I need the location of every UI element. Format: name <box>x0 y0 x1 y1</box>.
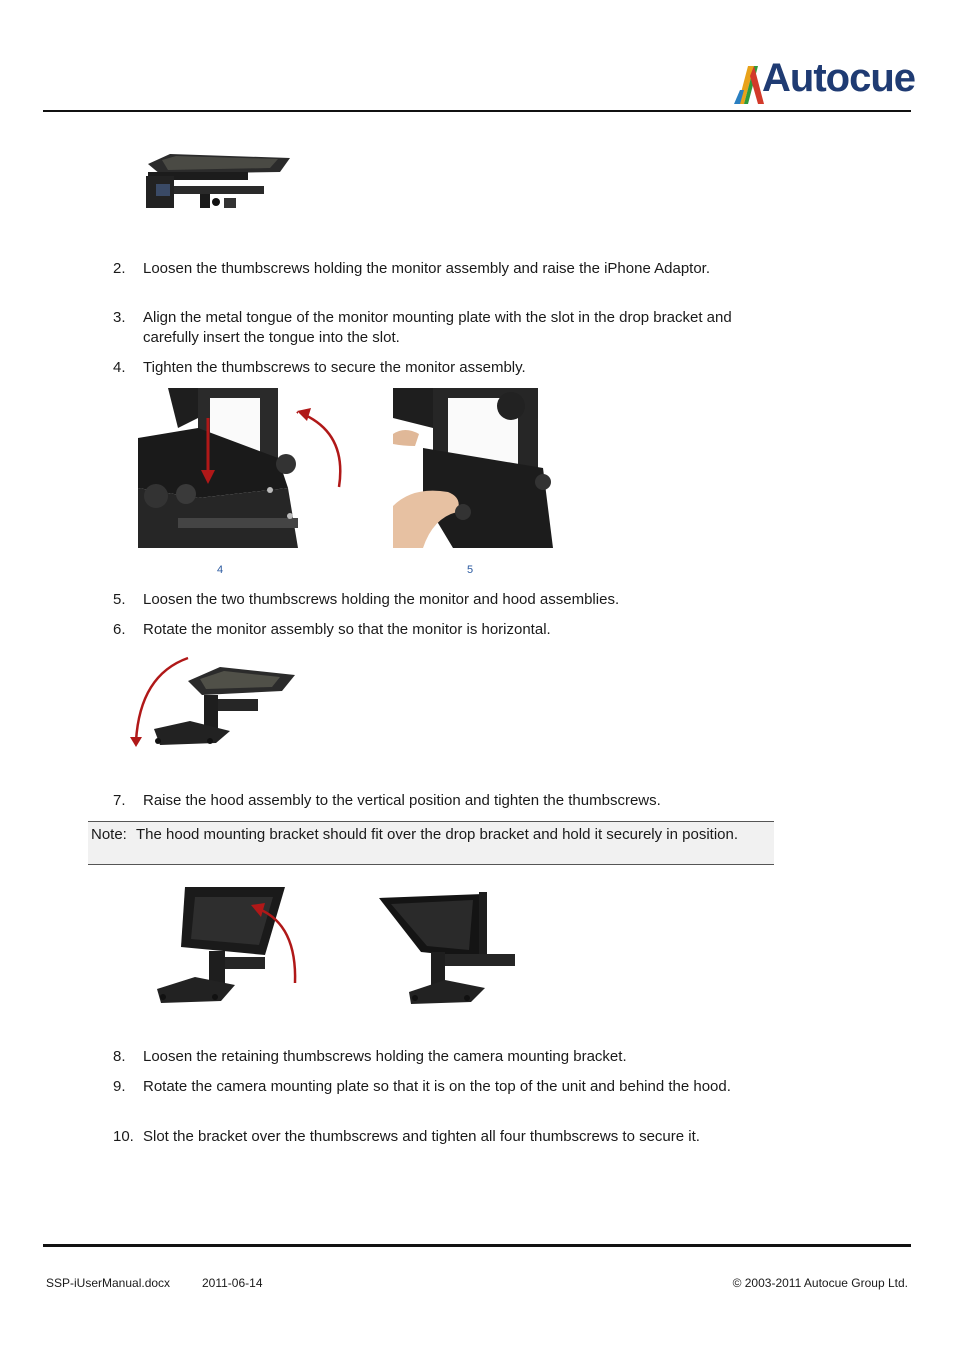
step-number: 2. <box>113 260 126 277</box>
list-item <box>113 590 773 610</box>
footer-copyright: © 2003-2011 Autocue Group Ltd. <box>732 1276 908 1290</box>
step-number: 10. <box>113 1128 134 1145</box>
header-rule <box>43 110 911 112</box>
list-item <box>113 791 773 811</box>
step-number: 5. <box>113 591 126 608</box>
figure-monitor-horizontal <box>130 655 300 750</box>
note-label: Note: <box>91 826 127 843</box>
figure-caption: 4 <box>217 564 224 576</box>
step-number: 3. <box>113 309 126 326</box>
step-text: Rotate the monitor assembly so that the monitor is horizontal. <box>143 621 551 638</box>
list-item <box>113 308 773 348</box>
list-item <box>113 1077 773 1117</box>
figure-hood-raise <box>155 885 305 1007</box>
step-number: 9. <box>113 1078 126 1095</box>
list-item <box>113 1127 773 1147</box>
list-item <box>113 1047 773 1067</box>
rotate-arrow-icon <box>295 405 347 490</box>
step-text: Align the metal tongue of the monitor mounting plate with the slot in the drop bracket and carefully insert the tongue into the slot. <box>143 309 732 346</box>
figure-monitor-assembly <box>140 150 295 212</box>
step-text: Rotate the camera mounting plate so that it is on the top of the unit and behind the hood. <box>143 1078 731 1095</box>
note-text: The hood mounting bracket should fit over the drop bracket and hold it securely in position. <box>136 826 739 843</box>
list-item <box>113 259 773 299</box>
figure-hood-vertical <box>375 888 525 1006</box>
note-box <box>88 821 774 865</box>
figure-tighten-thumbscrew <box>393 388 553 548</box>
figure-caption: 5 <box>467 564 474 576</box>
step-text: Raise the hood assembly to the vertical position and tighten the thumbscrews. <box>143 792 661 809</box>
step-text: Loosen the retaining thumbscrews holding the camera mounting bracket. <box>143 1048 627 1065</box>
step-text: Loosen the thumbscrews holding the monitor assembly and raise the iPhone Adaptor. <box>143 260 711 277</box>
figure-drop-bracket-insert <box>138 388 298 548</box>
footer-date: 2011-06-14 <box>202 1276 263 1290</box>
autocue-logo <box>734 56 915 106</box>
step-number: 7. <box>113 792 126 809</box>
list-item <box>113 620 773 640</box>
footer-rule <box>43 1244 911 1247</box>
step-number: 4. <box>113 359 126 376</box>
step-number: 6. <box>113 621 126 638</box>
list-item <box>113 358 773 378</box>
step-number: 8. <box>113 1048 126 1065</box>
step-text: Slot the bracket over the thumbscrews and tighten all four thumbscrews to secure it. <box>143 1128 700 1145</box>
step-text: Tighten the thumbscrews to secure the monitor assembly. <box>143 359 526 376</box>
footer-filename: SSP-iUserManual.docx <box>46 1276 171 1290</box>
brand-name: Autocue <box>762 56 915 100</box>
step-text: Loosen the two thumbscrews holding the monitor and hood assemblies. <box>143 591 620 608</box>
